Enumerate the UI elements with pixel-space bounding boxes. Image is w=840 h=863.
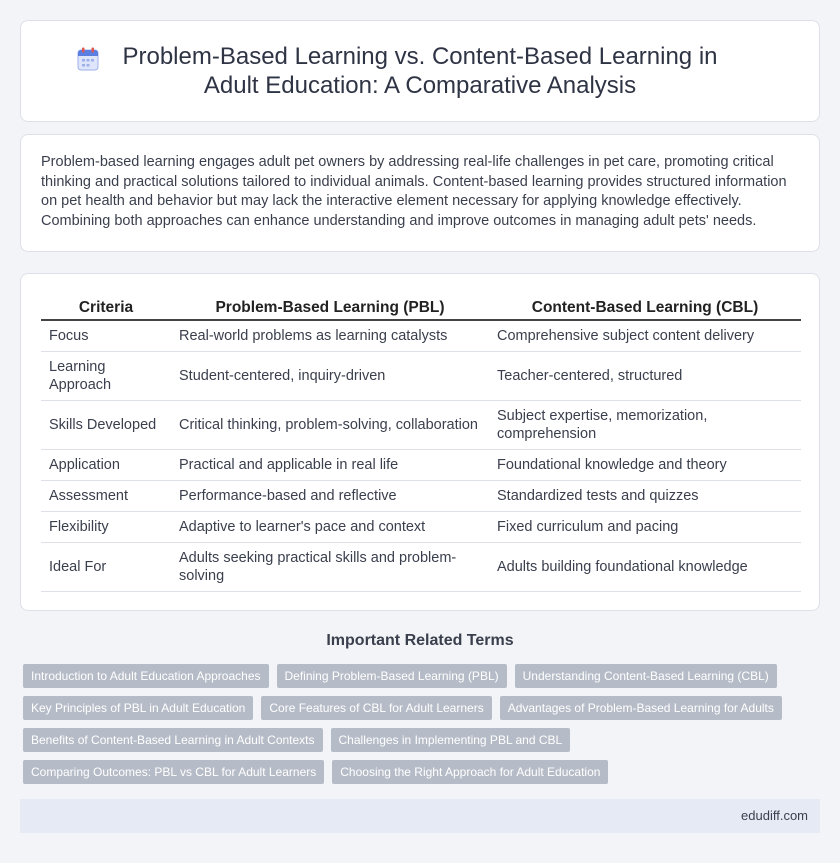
- row-pbl: Real-world problems as learning catalysts: [171, 320, 489, 351]
- row-pbl: Critical thinking, problem-solving, collaboration: [171, 400, 489, 449]
- table-row: [41, 351, 801, 400]
- footer-site-link[interactable]: edudiff.com: [741, 808, 808, 823]
- related-term-tag[interactable]: Defining Problem-Based Learning (PBL): [277, 664, 507, 688]
- table-row: [41, 542, 801, 591]
- row-cbl: Subject expertise, memorization, comprehension: [489, 400, 801, 449]
- row-cbl: Standardized tests and quizzes: [489, 480, 801, 511]
- row-criteria: Focus: [41, 320, 171, 351]
- row-criteria: Ideal For: [41, 542, 171, 591]
- row-criteria: Flexibility: [41, 511, 171, 542]
- related-term-tag[interactable]: Understanding Content-Based Learning (CBL): [515, 664, 777, 688]
- related-term-tag[interactable]: Introduction to Adult Education Approaches: [23, 664, 269, 688]
- page-title: Problem-Based Learning vs. Content-Based Learning in Adult Education: A Comparative Analysis: [122, 43, 718, 99]
- row-cbl: Adults building foundational knowledge: [489, 542, 801, 591]
- summary-card: [20, 134, 820, 252]
- row-criteria: Learning Approach: [41, 351, 171, 400]
- row-criteria: Assessment: [41, 480, 171, 511]
- related-term-tag[interactable]: Key Principles of PBL in Adult Education: [23, 696, 253, 720]
- row-criteria: Application: [41, 449, 171, 480]
- row-pbl: Adults seeking practical skills and problem-solving: [171, 542, 489, 591]
- row-pbl: Adaptive to learner's pace and context: [171, 511, 489, 542]
- row-pbl: Practical and applicable in real life: [171, 449, 489, 480]
- footer: [20, 799, 820, 833]
- row-cbl: Foundational knowledge and theory: [489, 449, 801, 480]
- header-pbl: Problem-Based Learning (PBL): [171, 294, 489, 320]
- summary-text: Problem-based learning engages adult pet owners by addressing real-life challenges in pet care, promoting critical thinking and practical solutions tailored to individual animals. Content-based learning provides structured information on pet health and behavior but may lack the interactive element necessary for applying knowledge effectively. Combining both approaches can enhance understanding and improve outcomes in managing adult pets' needs.: [41, 154, 787, 229]
- related-term-tag[interactable]: Benefits of Content-Based Learning in Adult Contexts: [23, 728, 323, 752]
- table-row: [41, 449, 801, 480]
- table-row: [41, 400, 801, 449]
- header-cbl: Content-Based Learning (CBL): [489, 294, 801, 320]
- table-header-row: [41, 294, 801, 320]
- comparison-table: [41, 294, 801, 592]
- related-terms-list: [23, 664, 813, 792]
- comparison-table-card: [20, 273, 820, 611]
- related-terms-title: Important Related Terms: [326, 632, 514, 649]
- table-row: [41, 320, 801, 351]
- title-card: [20, 20, 820, 122]
- row-cbl: Fixed curriculum and pacing: [489, 511, 801, 542]
- row-criteria: Skills Developed: [41, 400, 171, 449]
- table-row: [41, 511, 801, 542]
- row-cbl: Teacher-centered, structured: [489, 351, 801, 400]
- related-term-tag[interactable]: Core Features of CBL for Adult Learners: [261, 696, 491, 720]
- header-criteria: Criteria: [41, 294, 171, 320]
- row-pbl: Performance-based and reflective: [171, 480, 489, 511]
- related-term-tag[interactable]: Challenges in Implementing PBL and CBL: [331, 728, 571, 752]
- table-row: [41, 480, 801, 511]
- related-term-tag[interactable]: Advantages of Problem-Based Learning for Adults: [500, 696, 782, 720]
- row-cbl: Comprehensive subject content delivery: [489, 320, 801, 351]
- related-term-tag[interactable]: Comparing Outcomes: PBL vs CBL for Adult Learners: [23, 760, 324, 784]
- related-term-tag[interactable]: Choosing the Right Approach for Adult Education: [332, 760, 608, 784]
- row-pbl: Student-centered, inquiry-driven: [171, 351, 489, 400]
